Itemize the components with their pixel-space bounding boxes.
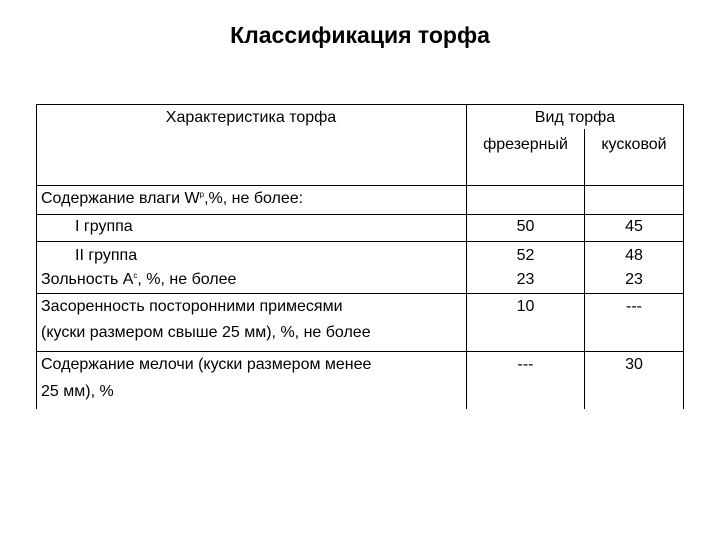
contamination-label-line1: Засоренность посторонними примесями bbox=[41, 298, 343, 315]
ash-milled: 23 bbox=[516, 271, 535, 288]
moisture-label-pre: Содержание влаги W bbox=[41, 190, 200, 207]
group1-label: I группа bbox=[75, 218, 133, 235]
table-right-border bbox=[683, 104, 684, 409]
group2-lump: 48 bbox=[625, 247, 643, 264]
group1-milled: 50 bbox=[516, 218, 535, 235]
header-characteristic: Характеристика торфа bbox=[165, 109, 337, 126]
moisture-label bbox=[41, 189, 303, 209]
fines-label-line1: Содержание мелочи (куски размером менее bbox=[41, 356, 372, 373]
ash-label bbox=[41, 270, 236, 290]
fines-lump: 30 bbox=[625, 356, 643, 373]
group2-label: II группа bbox=[75, 247, 138, 264]
ash-label-sup: с bbox=[133, 271, 138, 280]
contamination-label-line2: (куски размером свыше 25 мм), %, не более bbox=[41, 324, 371, 341]
group1-row-border bbox=[36, 241, 684, 242]
table-left-border bbox=[36, 104, 37, 409]
ash-lump: 23 bbox=[625, 271, 643, 288]
ash-label-post: , %, не более bbox=[137, 271, 237, 288]
page-title: Классификация торфа bbox=[230, 22, 490, 48]
header-peat-type: Вид торфа bbox=[534, 109, 616, 126]
group1-lump: 45 bbox=[625, 218, 643, 235]
ash-row-border bbox=[36, 293, 684, 294]
contamination-lump: --- bbox=[626, 298, 642, 315]
moisture-label-sup: р bbox=[199, 190, 205, 199]
moisture-row-border bbox=[36, 214, 684, 215]
peat-classification-table bbox=[36, 104, 684, 409]
table-top-border bbox=[36, 104, 684, 105]
fines-label-line2: 25 мм), % bbox=[41, 383, 114, 400]
fines-milled: --- bbox=[517, 356, 534, 373]
contamination-row-border bbox=[36, 351, 684, 352]
contamination-milled: 10 bbox=[516, 298, 535, 315]
ash-label-pre: Зольность A bbox=[41, 271, 134, 288]
header-lump: кусковой bbox=[601, 136, 667, 153]
header-milled: фрезерный bbox=[483, 136, 568, 153]
group2-milled: 52 bbox=[516, 247, 535, 264]
header-bottom-border bbox=[36, 185, 684, 186]
moisture-label-post: ,%, не более: bbox=[204, 190, 304, 207]
